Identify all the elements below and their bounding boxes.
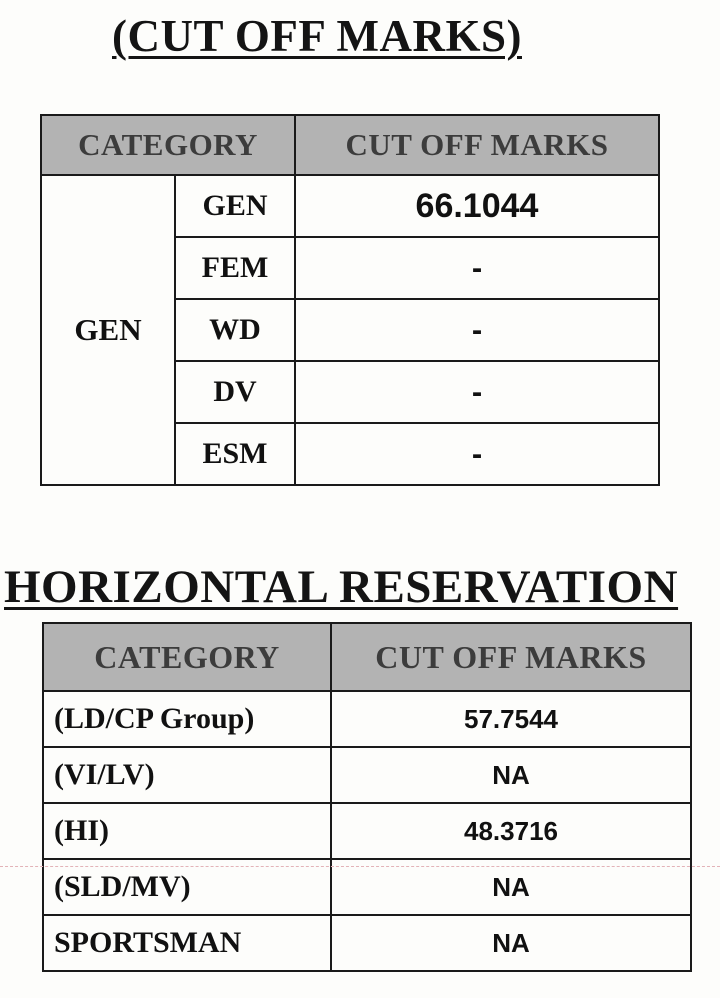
group-label-gen: GEN (41, 175, 175, 485)
column-header-category: CATEGORY (43, 623, 331, 691)
horizontal-reservation-table (42, 622, 692, 972)
cut-off-value: NA (331, 915, 691, 971)
cut-off-value: - (295, 299, 659, 361)
cut-off-value: - (295, 361, 659, 423)
category-label: (LD/CP Group) (43, 691, 331, 747)
section-title-horizontal-reservation: HORIZONTAL RESERVATION (4, 561, 679, 613)
table-row (43, 915, 691, 971)
column-header-cut-off-marks: CUT OFF MARKS (295, 115, 659, 175)
table-row (43, 859, 691, 915)
category-label: (SLD/MV) (43, 859, 331, 915)
cut-off-value: NA (331, 859, 691, 915)
subcategory-label: GEN (175, 175, 295, 237)
table-header-row (43, 623, 691, 691)
subcategory-label: FEM (175, 237, 295, 299)
column-header-category: CATEGORY (41, 115, 295, 175)
table-row (43, 803, 691, 859)
cut-off-value: 48.3716 (331, 803, 691, 859)
category-label: (VI/LV) (43, 747, 331, 803)
table-header-row (41, 115, 659, 175)
cut-off-value: 57.7544 (331, 691, 691, 747)
cut-off-value: 66.1044 (295, 175, 659, 237)
table-row (43, 747, 691, 803)
table-row (43, 691, 691, 747)
category-label: SPORTSMAN (43, 915, 331, 971)
category-label: (HI) (43, 803, 331, 859)
cut-off-value: NA (331, 747, 691, 803)
page-title: (CUT OFF MARKS) (112, 11, 522, 61)
column-header-cut-off-marks: CUT OFF MARKS (331, 623, 691, 691)
cut-off-marks-table (40, 114, 660, 486)
table-row (41, 175, 659, 237)
scan-artifact-line (0, 866, 720, 867)
cut-off-value: - (295, 237, 659, 299)
subcategory-label: WD (175, 299, 295, 361)
subcategory-label: DV (175, 361, 295, 423)
subcategory-label: ESM (175, 423, 295, 485)
cut-off-value: - (295, 423, 659, 485)
